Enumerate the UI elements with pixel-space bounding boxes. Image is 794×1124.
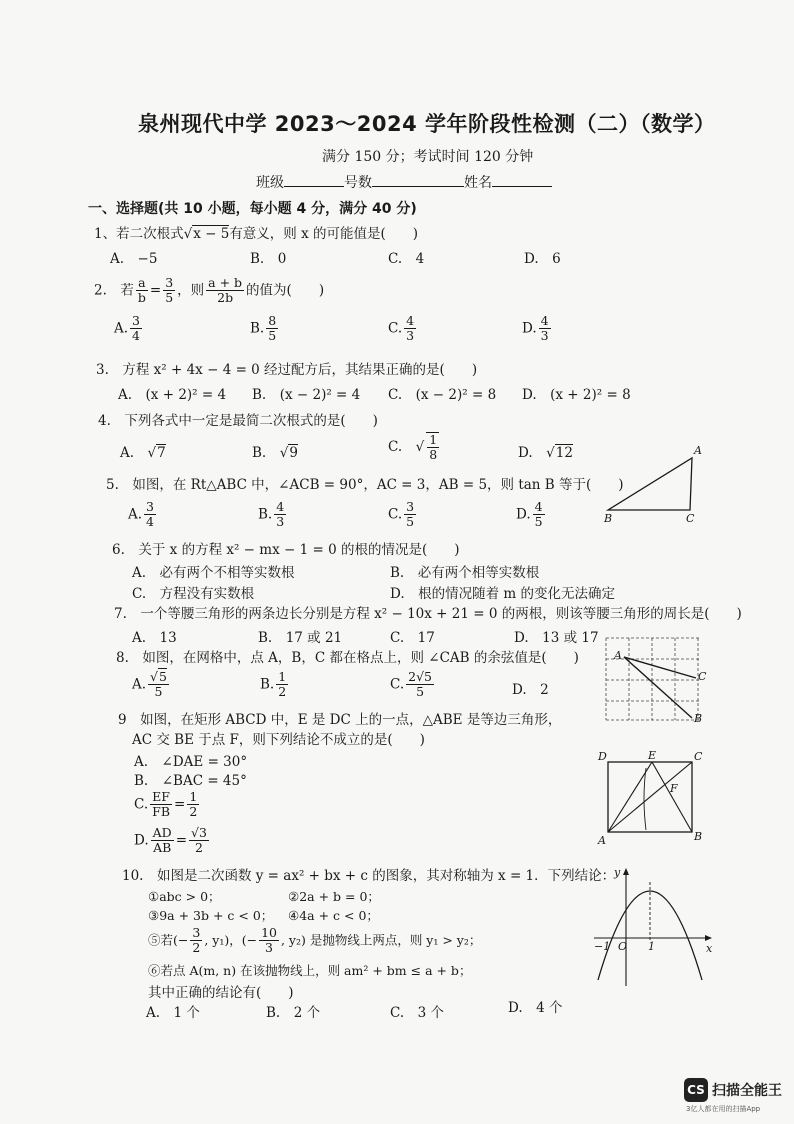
number-blank — [372, 186, 464, 187]
q8-a-num: √5 — [150, 669, 167, 684]
triangle-abc — [608, 458, 692, 510]
q2-f3-num: a + b — [208, 275, 243, 290]
q8-label-c: C — [698, 670, 707, 683]
q4-d-radicand: 12 — [555, 445, 573, 461]
q8-option-b — [260, 670, 290, 700]
segment-ac — [608, 762, 692, 832]
q6-option-d: D. 根的情况随着 m 的变化无法确定 — [390, 586, 616, 602]
page-title: 泉州现代中学 2023～2024 学年阶段性检测（二）（数学） — [138, 112, 716, 136]
q8-c-num: 2√5 — [408, 669, 433, 684]
q2-d-den: 3 — [540, 328, 549, 344]
q4-option-d: D. √12 — [518, 445, 573, 461]
q2-d-num: 4 — [540, 313, 549, 328]
q3-option-c: C. (x − 2)² = 8 — [388, 387, 497, 403]
q9-d-vden: 2 — [195, 840, 203, 856]
q1-radicand: x − 5 — [193, 226, 230, 242]
q4-a-radicand: 7 — [157, 445, 166, 461]
q10-statement-1: ①abc > 0； — [148, 889, 221, 904]
q2-option-b — [250, 314, 280, 344]
q9-option-c — [134, 790, 201, 820]
q4-a-label: A. — [120, 445, 135, 461]
q9-option-b: B. ∠BAC = 45° — [134, 773, 247, 789]
q5-a-den: 4 — [146, 514, 154, 530]
q8-option-d: D. 2 — [512, 682, 549, 698]
q10-statement-3: ③9a + 3b + c < 0； — [148, 908, 274, 923]
q3-option-d: D. (x + 2)² = 8 — [522, 387, 631, 403]
q2-frac-expr — [206, 276, 244, 306]
q10-s5-mid: , y₁)，(− — [204, 932, 258, 948]
q1-option-a: A. −5 — [110, 251, 158, 267]
q4-c-num: 1 — [429, 432, 438, 447]
q10-statement-5 — [148, 926, 481, 956]
q2-option-a — [114, 314, 144, 344]
question-6: 6. 关于 x 的方程 x² − mx − 1 = 0 的根的情况是( ) — [112, 542, 460, 558]
q2-option-c — [388, 314, 418, 344]
q9-label-a: A — [598, 834, 606, 846]
q5-c-num: 3 — [406, 499, 415, 514]
question-7: 7. 一个等腰三角形的两条边长分别是方程 x² − 10x + 21 = 0 的两根，则该等腰三角形的周长是( ) — [114, 606, 742, 622]
student-info-line — [256, 172, 552, 192]
question-5: 5. 如图，在 Rt△ABC 中，∠ACB = 90°，AC = 3，AB = 5，则 tan B 等于( ) — [106, 477, 624, 493]
q9-label-f: F — [670, 782, 678, 795]
q2-a-num: 3 — [132, 313, 140, 328]
q9-label-c: C — [694, 750, 703, 763]
q9-c-vden: 2 — [189, 804, 198, 820]
q10-s5-f2-den: 3 — [265, 940, 273, 956]
q9-c-value — [187, 790, 199, 820]
q10-s5-f1-den: 2 — [192, 940, 201, 956]
q2-c-label: C. — [388, 320, 403, 337]
q9-c-den: FB — [152, 804, 170, 820]
q2-frac-ab — [136, 276, 148, 306]
q10-s5-f1-num: 3 — [192, 925, 201, 940]
segment-be — [652, 762, 692, 832]
q9-d-num: AD — [152, 825, 172, 840]
q10-option-d: D. 4 个 — [508, 1000, 563, 1016]
q9-option-a: A. ∠DAE = 30° — [134, 754, 248, 770]
q8-c-den: 5 — [416, 684, 425, 700]
q5-d-frac — [533, 500, 545, 530]
q1-text: 1、若二次根式 — [94, 226, 184, 242]
q9-d-eq: = — [175, 832, 188, 849]
q10-label-y: y — [614, 866, 621, 879]
q8-b-label: B. — [260, 676, 275, 693]
q2-a-den: 4 — [132, 328, 140, 344]
q6-option-a: A. 必有两个不相等实数根 — [132, 565, 295, 581]
q10-s5-f2-num: 10 — [261, 925, 277, 940]
q8-option-a — [132, 670, 171, 700]
q9-option-d — [134, 826, 211, 856]
q4-d-label: D. — [518, 445, 533, 461]
class-blank — [284, 186, 344, 187]
q10-s5-text: ⑤若(− — [148, 932, 189, 948]
q9-c-frac — [150, 790, 172, 820]
q2-f1-num: a — [138, 275, 146, 290]
q2-c-den: 3 — [406, 328, 415, 344]
q2-text-end: 的值为( ) — [246, 282, 325, 299]
scanner-app-name: 扫描全能王 — [712, 1083, 782, 1099]
q5-d-den: 5 — [534, 514, 543, 530]
question-2 — [94, 276, 324, 306]
q5-b-label: B. — [258, 506, 273, 523]
question-9-cont: AC 交 BE 于点 F，则下列结论不成立的是( ) — [132, 732, 425, 748]
question-1: 1、若二次根式√x − 5有意义，则 x 的可能值是( ) — [94, 226, 419, 242]
q8-c-frac — [406, 670, 434, 700]
q8-a-frac — [148, 670, 169, 700]
q1-text-end: 有意义，则 x 的可能值是( ) — [229, 226, 419, 242]
question-9: 9 如图，在矩形 ABCD 中，E 是 DC 上的一点，△ABE 是等边三角形， — [118, 712, 562, 728]
question-4: 4. 下列各式中一定是最简二次根式的是( ) — [98, 413, 378, 429]
q7-option-b: B. 17 或 21 — [258, 630, 343, 646]
q8-grid-figure — [600, 632, 712, 724]
q8-label-b: B — [694, 712, 703, 724]
q7-option-a: A. 13 — [132, 630, 177, 646]
q7-option-c: C. 17 — [390, 630, 435, 646]
q4-c-label: C. — [388, 438, 403, 455]
q9-d-value — [189, 826, 209, 856]
q10-s5-frac1 — [190, 926, 202, 956]
q2-f3-den: 2b — [217, 290, 234, 306]
q5-a-num: 3 — [146, 499, 154, 514]
q9-rectangle-figure — [594, 748, 708, 846]
q10-option-b: B. 2 个 — [266, 1005, 321, 1021]
q10-label-neg1: −1 — [594, 940, 611, 953]
q5-label-a: A — [694, 444, 702, 457]
q2-f1-den: b — [137, 290, 146, 306]
question-8: 8. 如图，在网格中，点 A，B，C 都在格点上，则 ∠CAB 的余弦值是( ) — [116, 650, 579, 666]
q5-label-c: C — [686, 512, 695, 525]
q2-d-label: D. — [522, 320, 537, 337]
q8-b-den: 2 — [278, 684, 287, 700]
q7-option-d: D. 13 或 17 — [514, 630, 599, 646]
q4-option-a: A. √7 — [120, 445, 166, 461]
q5-triangle-figure — [600, 442, 710, 526]
q9-c-vnum: 1 — [189, 789, 198, 804]
q2-c-frac — [404, 314, 416, 344]
y-axis-arrow — [623, 868, 629, 875]
q9-d-vnum: √3 — [191, 825, 207, 840]
q5-d-label: D. — [516, 506, 531, 523]
name-label: 姓名 — [464, 175, 492, 191]
q3-option-b: B. (x − 2)² = 4 — [252, 387, 361, 403]
q2-b-frac — [266, 314, 278, 344]
q9-c-eq: = — [174, 796, 186, 813]
q8-option-c — [390, 670, 436, 700]
q8-a-den: 5 — [154, 684, 163, 700]
q9-c-num: EF — [152, 789, 170, 804]
q10-statement-6: ⑥若点 A(m, n) 在该抛物线上，则 am² + bm ≤ a + b； — [148, 963, 472, 978]
q10-label-one: 1 — [648, 940, 655, 953]
q2-eq: = — [149, 282, 162, 299]
q8-a-radicand: 5 — [159, 669, 167, 684]
q10-label-x: x — [706, 942, 713, 955]
q5-option-c — [388, 500, 418, 530]
q8-b-num: 1 — [278, 669, 287, 684]
q4-c-den: 8 — [429, 447, 438, 463]
q10-parabola-figure — [590, 862, 716, 990]
q5-option-b — [258, 500, 288, 530]
q2-f2-num: 3 — [165, 275, 174, 290]
scanner-tagline: 3亿人都在用的扫描App — [686, 1105, 761, 1113]
q5-c-label: C. — [388, 506, 403, 523]
q3-option-a: A. (x + 2)² = 4 — [118, 387, 227, 403]
scanner-logo-icon: CS — [684, 1078, 708, 1102]
q10-label-origin: O — [618, 940, 628, 953]
q9-d-frac — [151, 826, 174, 856]
q2-b-label: B. — [250, 320, 265, 337]
q1-option-d: D. 6 — [524, 251, 561, 267]
name-blank — [492, 186, 552, 187]
q2-b-num: 8 — [268, 313, 277, 328]
q2-d-frac — [539, 314, 551, 344]
q9-label-d: D — [598, 750, 607, 763]
q5-c-den: 5 — [406, 514, 415, 530]
q2-option-d — [522, 314, 553, 344]
q10-option-c: C. 3 个 — [390, 1005, 445, 1021]
q10-statement-2: ②2a + b = 0； — [288, 889, 380, 904]
q4-b-radicand: 9 — [289, 445, 298, 461]
q4-c-frac — [426, 432, 439, 463]
q1-option-b: B. 0 — [250, 251, 287, 267]
section-heading: 一、选择题(共 10 小题，每小题 4 分，满分 40 分) — [88, 201, 417, 217]
q6-option-c: C. 方程没有实数根 — [132, 586, 255, 602]
q5-option-a — [128, 500, 158, 530]
q8-c-label: C. — [390, 676, 405, 693]
q2-f2-den: 5 — [165, 290, 174, 306]
exam-info: 满分 150 分；考试时间 120 分钟 — [322, 149, 534, 165]
q2-a-label: A. — [114, 320, 129, 337]
q9-c-label: C. — [134, 796, 149, 813]
q5-b-den: 3 — [276, 514, 285, 530]
q5-option-d — [516, 500, 547, 530]
q2-text-mid: ，则 — [177, 282, 205, 299]
q2-frac-35 — [163, 276, 175, 306]
segment-ab — [624, 657, 692, 718]
q9-label-e: E — [648, 749, 657, 762]
q2-a-frac — [130, 314, 142, 344]
q2-b-den: 5 — [268, 328, 277, 344]
hand-mark — [644, 768, 646, 830]
q10-ask: 其中正确的结论有( ) — [148, 985, 294, 1001]
q5-b-num: 4 — [276, 499, 285, 514]
q2-text: 2. 若 — [94, 282, 134, 299]
q10-statement-4: ④4a + c < 0； — [288, 908, 379, 923]
q2-c-num: 4 — [406, 313, 415, 328]
q10-s5-frac2 — [259, 926, 279, 956]
q4-option-c: C. √ $\frac{1}{8}$ — [388, 432, 438, 463]
x-axis-arrow — [705, 935, 712, 941]
q8-b-frac — [276, 670, 288, 700]
class-label: 班级 — [256, 175, 284, 191]
question-3: 3. 方程 x² + 4x − 4 = 0 经过配方后，其结果正确的是( ) — [96, 362, 478, 378]
q5-c-frac — [404, 500, 416, 530]
q5-d-num: 4 — [534, 499, 543, 514]
question-10: 10. 如图是二次函数 y = ax² + bx + c 的图象，其对称轴为 x = 1．下列结论： — [122, 868, 616, 884]
q9-d-label: D. — [134, 832, 149, 849]
q10-s5-end: , y₂) 是抛物线上两点，则 y₁ > y₂； — [280, 932, 482, 948]
q4-b-label: B. — [252, 445, 267, 461]
number-label: 号数 — [344, 175, 372, 191]
q5-label-b: B — [604, 512, 613, 525]
q6-option-b: B. 必有两个相等实数根 — [390, 565, 540, 581]
q1-option-c: C. 4 — [388, 251, 425, 267]
q9-label-b: B — [694, 830, 703, 843]
q8-label-a: A — [614, 649, 622, 662]
q5-b-frac — [274, 500, 286, 530]
q5-a-label: A. — [128, 506, 143, 523]
q5-a-frac — [144, 500, 156, 530]
q10-option-a: A. 1 个 — [146, 1005, 200, 1021]
q4-option-b: B. √9 — [252, 445, 298, 461]
q9-d-den: AB — [153, 840, 172, 856]
q8-a-label: A. — [132, 676, 147, 693]
